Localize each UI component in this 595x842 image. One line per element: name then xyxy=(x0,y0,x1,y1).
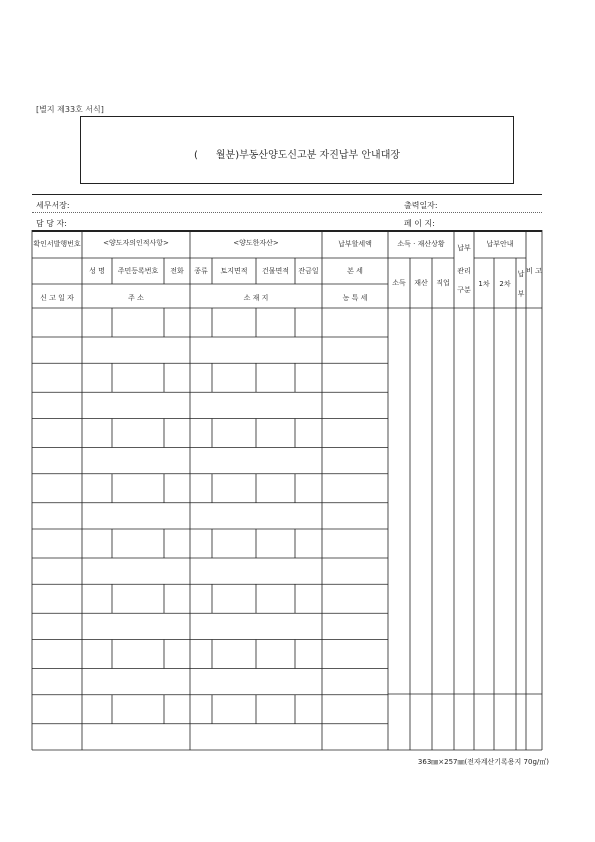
header-land-area: 토지면적 xyxy=(220,267,248,275)
officer-label: 담 당 자: xyxy=(36,219,67,228)
header-resident-no: 주민등록번호 xyxy=(117,267,159,275)
header-main-tax: 본 세 xyxy=(347,267,363,275)
header-confirm-no: 확인서발행번호 xyxy=(33,240,81,248)
header-asset-group: <양도한자산> xyxy=(233,239,279,247)
header-second: 2차 xyxy=(499,280,511,288)
header-property: 재산 xyxy=(414,279,428,287)
header-name: 성 명 xyxy=(89,267,105,275)
printed-date-label: 출력일자: xyxy=(404,201,438,210)
header-balance-date: 잔금일 xyxy=(298,267,319,275)
paper-spec-footer: 363㎜×257㎜(전자계산기록용지 70g/㎡) xyxy=(417,758,549,766)
header-payment-mgmt-1: 납부 xyxy=(457,244,471,252)
title-month-paren: ( xyxy=(193,150,198,161)
header-first: 1차 xyxy=(478,280,490,288)
title-text: 월분)부동산양도신고분 자진납부 안내대장 xyxy=(215,150,401,161)
header-transferor-group: <양도자의인적사항> xyxy=(103,239,169,247)
header-paid-1: 납 xyxy=(517,270,525,278)
header-rural-tax: 농 특 세 xyxy=(342,294,368,302)
header-report-date: 신 고 일 자 xyxy=(40,294,74,302)
header-phone: 전화 xyxy=(170,267,184,275)
header-building-area: 건물면적 xyxy=(261,267,290,275)
header-location: 소 재 지 xyxy=(243,294,269,302)
header-income: 소득 xyxy=(392,279,406,287)
header-occupation: 직업 xyxy=(436,279,450,287)
header-payment-mgmt-3: 구분 xyxy=(457,286,471,294)
header-tax-group: 납부할세액 xyxy=(338,240,372,248)
page-label: 페 이 지: xyxy=(404,219,435,228)
header-income-asset-group: 소득 · 재산상황 xyxy=(397,240,445,248)
office-label: 세무서장: xyxy=(36,201,70,210)
form-number-label: [별지 제33호 서식] xyxy=(36,105,104,114)
header-type: 종류 xyxy=(194,267,208,275)
header-payment-mgmt-2: 관리 xyxy=(457,267,471,275)
header-address: 주 소 xyxy=(128,294,144,302)
header-remarks: 비 고 xyxy=(526,267,542,275)
header-paid-2: 부 xyxy=(517,290,525,298)
header-notice-group: 납부안내 xyxy=(486,240,514,248)
